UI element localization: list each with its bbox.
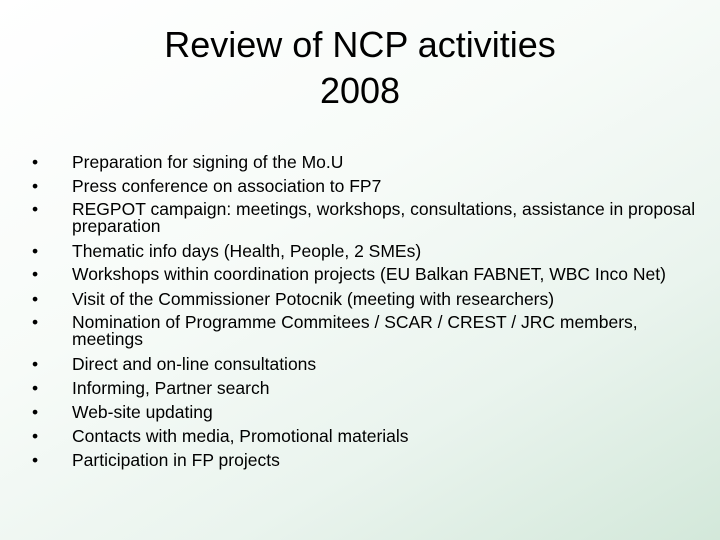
bullet-marker: • (32, 176, 39, 196)
bullet-marker: • (32, 289, 39, 309)
bullet-marker: • (32, 241, 39, 261)
bullet-item (32, 150, 702, 174)
bullet-text: Participation in FP projects (72, 450, 280, 470)
bullet-item (32, 287, 702, 311)
bullet-text: Web-site updating (72, 402, 213, 422)
bullet-text: Preparation for signing of the Mo.U (72, 152, 344, 172)
bullet-item (32, 201, 702, 235)
bullet-item (32, 424, 702, 448)
bullet-text: Visit of the Commissioner Potocnik (meeting with researchers) (72, 289, 555, 309)
bullet-list (32, 150, 702, 472)
bullet-marker: • (32, 199, 39, 219)
bullet-marker: • (32, 378, 39, 398)
bullet-marker: • (32, 354, 39, 374)
title-line: Review of NCP activities (164, 24, 556, 65)
bullet-marker: • (32, 312, 39, 332)
bullet-text: Thematic info days (Health, People, 2 SMEs) (72, 241, 422, 261)
bullet-marker: • (32, 426, 39, 446)
bullet-item (32, 266, 702, 283)
bullet-text: Informing, Partner search (72, 378, 270, 398)
bullet-text: Nomination of Programme Commitees / SCAR / CREST / JRC members, meetings (72, 312, 638, 349)
bullet-marker: • (32, 450, 39, 470)
bullet-marker: • (32, 264, 39, 284)
bullet-item (32, 314, 702, 348)
bullet-item (32, 448, 702, 472)
bullet-item (32, 239, 702, 263)
bullet-text: Contacts with media, Promotional materials (72, 426, 409, 446)
bullet-item (32, 376, 702, 400)
bullet-marker: • (32, 402, 39, 422)
bullet-item (32, 174, 702, 198)
bullet-text: Direct and on-line consultations (72, 354, 317, 374)
bullet-text: Workshops within coordination projects (EU Balkan FABNET, WBC Inco Net) (72, 264, 666, 284)
bullet-marker: • (32, 152, 39, 172)
title-year: 2008 (319, 70, 401, 111)
bullet-text: Press conference on association to FP7 (72, 176, 382, 196)
bullet-item (32, 400, 702, 424)
slide-title (0, 22, 720, 114)
bullet-item (32, 352, 702, 376)
bullet-text: REGPOT campaign: meetings, workshops, consultations, assistance in proposal preparation (72, 199, 696, 236)
